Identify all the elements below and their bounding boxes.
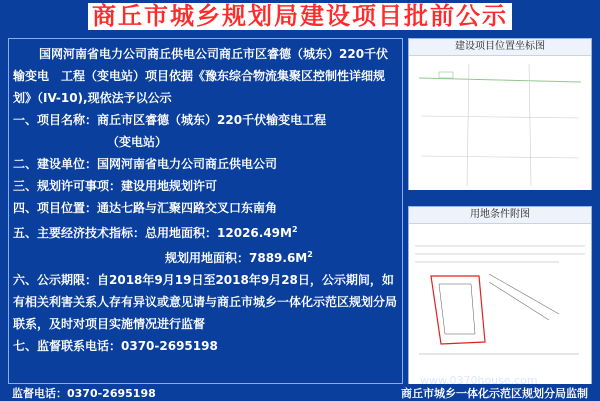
location-map-box: [408, 38, 592, 190]
notice-content: [13, 43, 399, 357]
watermark: www.0370house.com: [420, 374, 538, 387]
item-project-name: [13, 109, 399, 131]
notice-intro: 国网河南省电力公司商丘供电公司商丘市区睿德（城东）220千伏输变电 工程（变电站）项目依据《豫东综合物流集聚区控制性详细规划》（IV-10),现依法予以公示: [13, 47, 389, 105]
item-project-name-label: 一、项目名称：: [13, 113, 98, 127]
maps-panel: [408, 38, 592, 384]
location-map: [409, 56, 591, 190]
land-map: [409, 224, 591, 384]
land-map-title: 用地条件附图: [409, 207, 591, 224]
item-permit: 三、规划许可事项：建设用地规划许可: [13, 179, 218, 193]
item-indicators-planned: [13, 244, 399, 269]
notice-panel: [8, 38, 403, 384]
item-phone: 七、监督联系电话：0370-2695198: [13, 339, 218, 353]
footer-issuer: 商丘市城乡一体化示范区规划分局监制: [401, 387, 588, 400]
item-indicators-label: 五、主要经济技术指标：: [13, 226, 146, 240]
planned-area-sup: 2: [307, 250, 313, 259]
location-map-title: 建设项目位置坐标图: [409, 39, 591, 56]
item-project-name-cont: （变电站）: [107, 135, 168, 149]
land-map-box: [408, 206, 592, 384]
page-title: 商丘市城乡规划局建设项目批前公示: [88, 3, 512, 30]
item-period: 六、公示期限：自2018年9月19日至2018年9月28日，公示期间，如有相关利害关系人存有异议或意见请与商丘市城乡一体化示范区规划分局联系，及时对项目实施情况进行监督: [13, 273, 398, 331]
item-indicators: [13, 219, 399, 244]
total-area: 总用地面积：12026.49M: [145, 226, 292, 240]
item-location: 四、项目位置：通达七路与汇聚四路交叉口东南角: [13, 201, 278, 215]
total-area-sup: 2: [291, 225, 298, 234]
item-builder: 二、建设单位：国网河南省电力公司商丘供电公司: [13, 157, 278, 171]
footer: [0, 374, 600, 400]
footer-phone: 监督电话：0370-2695198: [12, 387, 156, 400]
item-project-name-value: 商丘市区睿德（城东）220千伏输变电工程: [97, 113, 327, 127]
title-bar: [0, 0, 600, 34]
planned-area: 规划用地面积：7889.6M: [165, 251, 308, 265]
